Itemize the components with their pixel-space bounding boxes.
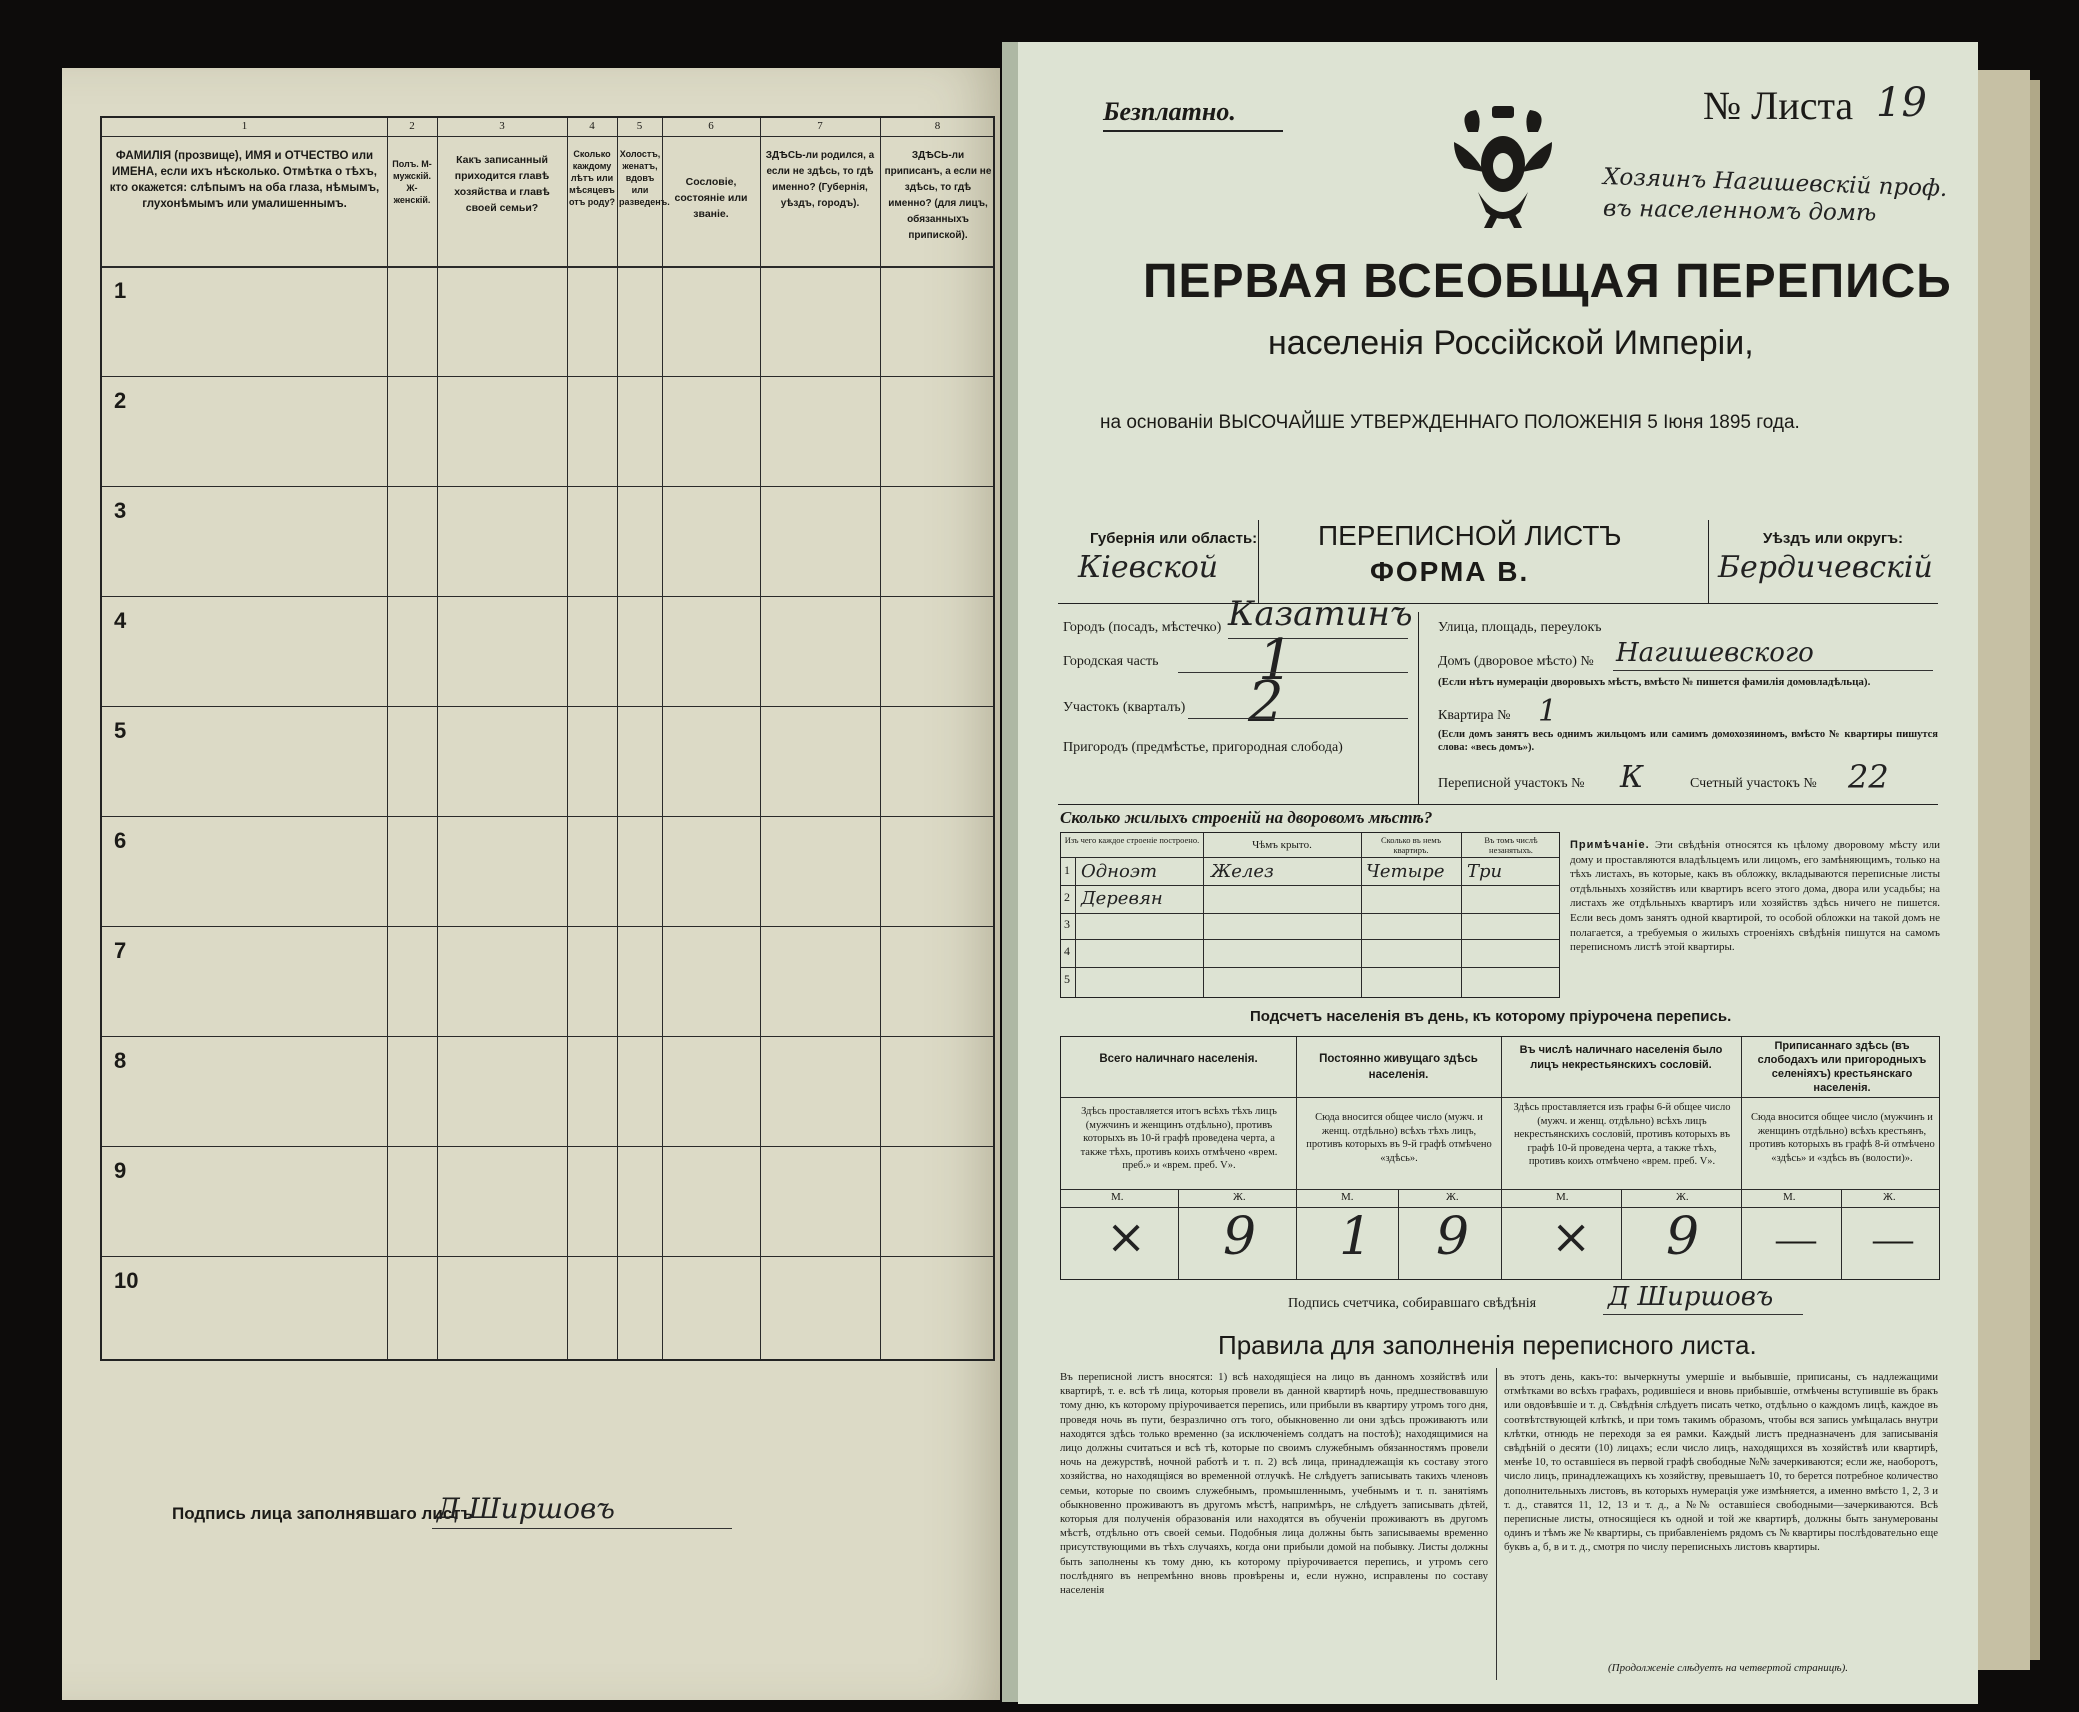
count-male-value: — (1776, 1216, 1816, 1261)
male-label: М. (1783, 1191, 1796, 1203)
district-label: Участокъ (кварталъ) (1063, 700, 1186, 715)
census-plot-label: Переписной участокъ № (1438, 776, 1585, 791)
column-number: 5 (636, 120, 643, 132)
column-header-estate: Сословіе, состояніе или званіе. (674, 176, 748, 220)
rules-column-1: Въ переписной листъ вносятся: 1) всѣ находящіеся на лицо въ данномъ хозяйствѣ или квартирѣ, т. е. всѣ тѣ лица, которыя провели въ данной квартирѣ ночь, предшествовавшую тому дню, къ которому пріурочивается перепись, или прибыли въ квартиру утромъ того дня, проведя ночь въ пути, безразлично отъ того, обыкновенно ли они здѣсь проживаютъ или находятся здѣсь только временно (за исключеніемъ солдатъ на постоѣ); находящимися на лицо должны считаться и всѣ тѣ, которые по своимъ служебнымъ обязанностямъ провели ночь на дежурствѣ, ночной работѣ и т. п. 2) всѣ лица, принадлежащія къ составу этого хозяйства, но находящіяся во временной отлучкѣ. Не слѣдуетъ записывать такихъ членовъ семьи, которые по своимъ служебнымъ, промышленнымъ, учебнымъ и т. п. занятіямъ обыкновенно проживаютъ въ другомъ мѣстѣ, напримѣръ, не слѣдуетъ записывать дѣтей, которыя для полученія образованія или находятся въ обученіи проживаютъ въ другомъ мѣстѣ, отдѣльно отъ своей семьи. Подобныя лица должны быть записываемы временно присутствующими въ тѣхъ случаяхъ, когда они прибыли домой на побывку. Листы должны быть заполнены къ тому дню, къ которому пріурочивается перепись, и утромъ сего послѣдняго въ непремѣнно вновь провѣрены и, если нужно, исправлены по составу населенія (1060, 1371, 1488, 1597)
column-number: 1 (241, 120, 248, 132)
column-header-registration: ЗДѢСЬ-ли приписанъ, а если не здѣсь, то гдѣ именно? (для лицъ, обязанныхъ припиской). (884, 150, 992, 241)
filler-signature: Д Ширшовъ (437, 1492, 615, 1525)
column-number: 2 (409, 120, 415, 132)
buildings-row-number: 5 (1064, 972, 1070, 986)
legal-basis: на основаніи ВЫСОЧАЙШЕ УТВЕРЖДЕННАГО ПОЛОЖЕНІЯ 5 Іюня 1895 года. (1100, 412, 1800, 433)
double-headed-eagle-icon (1448, 102, 1558, 232)
buildings-row-number: 3 (1064, 917, 1070, 931)
building-vacant: Три (1467, 861, 1503, 882)
column-header-age: Сколько каждому лѣтъ или мѣсяцевъ отъ роду? (569, 149, 615, 207)
buildings-row-number: 2 (1064, 890, 1070, 904)
building-material: Одноэт (1081, 861, 1158, 882)
column-number: 7 (817, 120, 823, 132)
city-part-value: 1 (1258, 628, 1294, 693)
counter-signature: Д Ширшовъ (1608, 1282, 1774, 1312)
count-description: Сюда вносится общее число (мужчинъ и женщинъ отдѣльно) всѣхъ крестьянъ, противъ которыхъ въ графѣ 8-й отмѣчено «здѣсь» и «здѣсь въ (волости)». (1749, 1112, 1935, 1164)
city-value: Казатинъ (1228, 594, 1413, 634)
building-apartments: Четыре (1366, 861, 1445, 882)
column-header-marital: Холостъ, женатъ, вдовъ или разведенъ. (619, 149, 670, 207)
column-number: 8 (934, 120, 941, 132)
buildings-header: Чѣмъ крыто. (1252, 839, 1312, 851)
rules-title: Правила для заполненія переписного листа. (1218, 1330, 1757, 1360)
gubernia-label: Губернія или область: (1090, 530, 1258, 547)
counting-plot-value: 22 (1848, 758, 1889, 796)
row-number: 2 (114, 388, 127, 413)
count-header: Въ числѣ наличнаго населенія было лицъ некрестьянскихъ сословій. (1519, 1044, 1723, 1071)
column-number: 4 (589, 120, 595, 132)
counting-plot-label: Счетный участокъ № (1690, 776, 1817, 791)
filler-signature-label: Подпись лица заполнявшаго листъ (172, 1504, 473, 1523)
form-title: ПЕРЕПИСНОЙ ЛИСТЪ (1318, 520, 1622, 551)
female-label: Ж. (1446, 1191, 1459, 1203)
building-roof: Желез (1211, 861, 1274, 882)
buildings-header: Сколько въ немъ квартиръ. (1380, 835, 1442, 855)
column-number: 6 (708, 120, 714, 132)
note-text: Эти свѣдѣнія относятся къ цѣлому дворовому мѣсту или дому и проставляются владѣльцемъ или лицомъ, его замѣняющимъ, только на тѣхъ листахъ, въ которые, какъ въ обложку, вкладываются переписные листы отдѣльныхъ хозяйствъ или квартиръ всего этого дома, двора или усадьбы; на листахъ же отдѣльныхъ квартиръ или хозяйствъ здѣсь ничего не пишется. Если весь домъ занятъ одной квартирой, то особой обложки на такой домъ не полагается, а требуемыя о жилыхъ строеніяхъ свѣдѣнія пишутся на самомъ переписномъ листѣ этой квартиры. (1570, 839, 1941, 954)
count-title: Подсчетъ населенія въ день, къ которому пріурочена перепись. (1250, 1008, 1732, 1025)
male-label: М. (1341, 1191, 1354, 1203)
page-subtitle: населенія Россійской Имперіи, (1268, 324, 1754, 362)
count-header: Приписаннаго здѣсь (въ слободахъ или пригородныхъ селеніяхъ) крестьянскаго населенія. (1757, 1040, 1927, 1094)
counter-signature-label: Подпись счетчика, собиравшаго свѣдѣнія (1288, 1296, 1537, 1311)
count-header: Всего наличнаго населенія. (1099, 1053, 1258, 1065)
building-material: Деревян (1081, 888, 1163, 909)
household-table (100, 116, 995, 1361)
house-note: (Если нѣтъ нумераціи дворовыхъ мѣстъ, вмѣсто № пишется фамилія домовладѣльца). (1438, 676, 1871, 688)
street-label: Улица, площадь, переулокъ (1438, 620, 1602, 635)
left-page (62, 68, 1000, 1700)
count-description: Сюда вносится общее число (мужч. и женщ. отдѣльно) всѣхъ тѣхъ лицъ, противъ которыхъ въ 9-й графѣ отмѣчено «здѣсь». (1306, 1112, 1492, 1164)
buildings-header: Изъ чего каждое строеніе построено. (1064, 835, 1200, 845)
count-female-value: 9 (1223, 1207, 1257, 1267)
right-page (1018, 42, 1978, 1704)
count-male-value: × (1551, 1209, 1592, 1265)
buildings-question: Сколько жилыхъ строеній на дворовомъ мѣстѣ? (1060, 808, 1433, 827)
apartment-value: 1 (1538, 694, 1558, 729)
census-plot-value: К (1620, 760, 1644, 795)
column-header-birthplace: ЗДѢСЬ-ли родился, а если не здѣсь, то гдѣ именно? (Губернія, уѣздъ, городъ). (765, 150, 875, 209)
male-label: М. (1556, 1191, 1569, 1203)
count-female-value: — (1873, 1216, 1913, 1261)
female-label: Ж. (1883, 1191, 1896, 1203)
row-number: 5 (114, 718, 127, 743)
uezd-label: Уѣздъ или округъ: (1763, 530, 1904, 547)
count-male-value: × (1106, 1209, 1147, 1265)
buildings-header: Въ томъ числѣ незанятыхъ. (1484, 835, 1538, 855)
row-number: 1 (114, 278, 127, 303)
row-number: 8 (114, 1048, 127, 1073)
count-male-value: 1 (1339, 1207, 1373, 1267)
row-number: 9 (114, 1158, 127, 1183)
rules-continued: (Продолженіе слѣдуетъ на четвертой страницѣ). (1608, 1662, 1848, 1674)
page-title: ПЕРВАЯ ВСЕОБЩАЯ ПЕРЕПИСЬ (1143, 255, 1952, 308)
house-value: Нагишевского (1616, 638, 1814, 668)
count-header: Постоянно живущаго здѣсь населенія. (1319, 1053, 1478, 1081)
buildings-row-number: 1 (1064, 863, 1070, 877)
handwritten-note: въ населенномъ домѣ (1602, 195, 1877, 227)
gubernia-value: Кіевской (1078, 550, 1219, 585)
column-header-name: ФАМИЛІЯ (прозвище), ИМЯ и ОТЧЕСТВО или ИМЕНА, если ихъ нѣсколько. Отмѣтка о тѣхъ, кто окажется: слѣпымъ на оба глаза, нѣмымъ, глухонѣмымъ или умалишеннымъ. (109, 150, 380, 210)
form-code: ФОРМА В. (1370, 556, 1530, 587)
rules-column-2: въ этотъ день, какъ-то: вычеркнуты умершіе и выбывшіе, приписаны, съ надлежащими отмѣтками во всѣхъ графахъ, родившіеся и вновь прибывшіе, отмѣчены вступившіе въ бракъ или овдовѣвшіе и т. д. Свѣдѣнія слѣдуетъ писать четко, отдѣльно о каждомъ лицѣ, каждое въ соотвѣтствующей клѣткѣ, и при томъ такимъ образомъ, чтобы вся запись умѣщалась внутри клѣтки, отнюдь не переходя за ея рамки. Каждый листъ предназначенъ для записыванія свѣдѣній о десяти (10) лицахъ; если число лицъ, находящихся въ хозяйствѣ или квартирѣ, менѣе 10, то оставшіеся въ первой графѣ свободные №№ зачеркиваются; если же, наоборотъ, число лицъ, принадлежащихъ къ хозяйству, превышаетъ 10, то берется потребное количество дополнительныхъ листовъ, въ которыхъ нумерація уже измѣняется, а именно вмѣсто 1, 2, 3 и т. д., ставятся 11, 12, 13 и т. д., а №№ оставшіеся свободными—зачеркиваются. Всѣ переписные листы, относящіеся къ одной и той же квартирѣ, должны быть занумерованы одинъ и тѣмъ же № квартиры, съ прибавленіемъ рядомъ съ № квартиры послѣдовательно еще буквъ а, б, в и т. д., смотря по числу переписныхъ листовъ квартиры. (1504, 1371, 1938, 1554)
house-label: Домъ (дворовое мѣсто) № (1438, 654, 1594, 669)
suburb-label: Пригородъ (предмѣстье, пригородная слобода) (1063, 740, 1343, 755)
district-value: 2 (1248, 670, 1284, 735)
female-label: Ж. (1233, 1191, 1246, 1203)
row-number: 7 (114, 938, 127, 963)
count-female-value: 9 (1666, 1207, 1700, 1267)
count-female-value: 9 (1436, 1207, 1470, 1267)
row-number: 10 (114, 1268, 139, 1293)
count-description: Здѣсь проставляется изъ графы 6-й общее число (мужч. и женщ. отдѣльно) всѣхъ лицъ некрестьянскихъ сословій, противъ которыхъ въ графѣ 10-й проведена черта, а также тѣхъ, противъ коихъ отмѣчено «врем. преб. V». (1513, 1102, 1731, 1167)
male-label: М. (1111, 1191, 1124, 1203)
column-header-sex: Полъ. М-мужскій. Ж-женскій. (392, 159, 432, 205)
handwritten-note: Хозяинъ Нагишевскій проф. (1602, 163, 1948, 203)
buildings-row-number: 4 (1064, 944, 1070, 958)
column-number: 3 (499, 120, 505, 132)
uezd-value: Бердичевскій (1718, 550, 1933, 585)
row-number: 6 (114, 828, 127, 853)
buildings-table (1060, 832, 1560, 998)
city-label: Городъ (посадъ, мѣстечко) (1063, 620, 1222, 635)
column-header-relation: Какъ записанный приходится главѣ хозяйства и главѣ своей семьи? (454, 154, 550, 214)
city-part-label: Городская часть (1063, 654, 1159, 669)
sheet-number-label: № Листа (1703, 83, 1854, 128)
note-title: Примѣчаніе. (1570, 839, 1650, 851)
count-description: Здѣсь проставляется итогъ всѣхъ тѣхъ лицъ (мужчинъ и женщинъ отдѣльно), противъ которыхъ въ 10-й графѣ проведена черта, а также тѣхъ, противъ коихъ отмѣчено «врем. преб.» и «врем. преб. V». (1080, 1106, 1278, 1171)
row-number: 3 (114, 498, 127, 523)
population-count-table (1060, 1036, 1940, 1280)
apartment-label: Квартира № (1438, 708, 1511, 723)
apartment-note: (Если домъ занятъ весь однимъ жильцомъ или самимъ домохозяиномъ, вмѣсто № квартиры пишутся слова: «весь домъ»). (1438, 729, 1938, 753)
sheet-number: 19 (1876, 80, 1927, 126)
row-number: 4 (114, 608, 127, 633)
free-label: Безплатно. (1103, 97, 1236, 126)
female-label: Ж. (1676, 1191, 1689, 1203)
buildings-note (1570, 838, 1940, 955)
